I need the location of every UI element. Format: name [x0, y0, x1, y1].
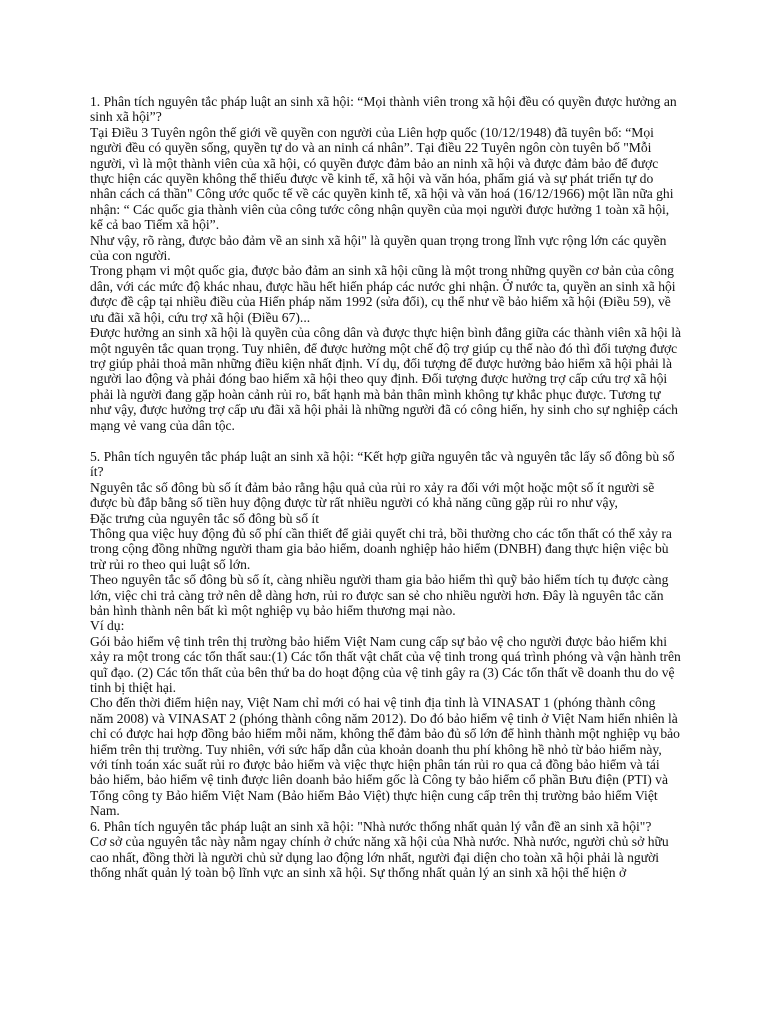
paragraph: Ví dụ:: [90, 618, 125, 634]
question-6-heading: 6. Phân tích nguyên tắc pháp luật an sinh xã hội: "Nhà nước thống nhất quản lý vẫn đề an sinh xã hội"?: [90, 818, 652, 834]
paragraph: Thông qua việc huy động đủ số phí cần thiết để giải quyết chi trả, bồi thường cho các tổn thất có thể xảy ra trong cộng đồng những người tham gia bảo hiểm, doanh nghiệp hảo hiểm (DNBH) đang thực hiện việc bù trừ rủi ro theo qui luật số lớn.: [90, 525, 672, 572]
paragraph: Cơ sở của nguyên tắc này nằm ngay chính ở chức năng xã hội của Nhà nước. Nhà nước, người chủ sở hữu cao nhất, đồng thời là người chủ sử dụng lao động lớn nhất, người đại diện cho toàn xã hội phải là người thống nhất quản lý toàn bộ lĩnh vực an sinh xã hội. Sự thống nhất quản lý an sinh xã hội thể hiện ở: [90, 834, 669, 880]
paragraph: Gói bảo hiểm vệ tinh trên thị trường bảo hiểm Việt Nam cung cấp sự bảo vệ cho người được bảo hiểm khi xảy ra một trong các tổn thất sau:(1) Các tổn thất vật chất của vệ tinh trong quá trình phóng và vận hành trên quĩ đạo. (2) Các tổn thất của bên thứ ba do hoạt động của vệ tinh gây ra (3) Các tổn thất về doanh thu do vệ tinh bị thiệt hại.: [90, 633, 681, 696]
paragraph: Cho đến thời điểm hiện nay, Việt Nam chỉ mới có hai vệ tinh địa tỉnh là VINASAT 1 (phóng thành công năm 2008) và VINASAT 2 (phóng thành công năm 2012). Do đó bảo hiểm vệ tinh ở Việt Nam hiển nhiên là chỉ có được hai hợp đồng bảo hiểm mỗi năm, không thể đảm bảo đủ số lớn để hình thành một nghiệp vụ bảo hiểm trên thị trường. Tuy nhiên, với sức hấp dẫn của khoản doanh thu phí không hề nhỏ từ bảo hiểm này, với tính toán xác suất rủi ro được bảo hiểm và việc thực hiện phân tán rủi ro qua cả đồng bảo hiểm và tái bảo hiểm, bảo hiểm vệ tinh được liên doanh bảo hiểm gốc là Công ty bảo hiểm cổ phần Bưu điện (PTI) và Tổng công ty Bảo hiểm Việt Nam (Bảo hiểm Bảo Việt) thực hiện cung cấp trên thị trường bảo hiểm Việt Nam.: [90, 695, 680, 819]
question-5-heading: 5. Phân tích nguyên tắc pháp luật an sinh xã hội: “Kết hợp giữa nguyên tắc và nguyên tắc lấy số đông bù số ít?: [90, 448, 675, 480]
paragraph: Tại Điều 3 Tuyên ngôn thế giới về quyền con người của Liên hợp quốc (10/12/1948) đã tuyên bố: “Mọi người đều có quyền sống, quyền tự do và an ninh cá nhân”. Tại điều 22 Tuyên ngôn còn tuyên bố "Mỗi người, vì là một thành viên của xã hội, có quyền được đảm bảo an ninh xã hội và được đảm bảo để được thực hiện các quyền không thể thiếu được về kinh tế, xã hội và văn hóa, phẩm giá và sự phát triển tự do nhân cách cá thần" Công ước quốc tế về các quyền kinh tế, xã hội và văn hoá (16/12/1966) một lần nữa ghi nhận: “ Các quốc gia thành viên của công tước công nhận quyền của mọi người được hưởng 1 toàn xã hội, kể cả bao Tiếm xã hội”.: [90, 124, 674, 233]
paragraph: Được hưởng an sinh xã hội là quyền của công dân và được thực hiện bình đẳng giữa các thành viên xã hội là một nguyên tắc quan trọng. Tuy nhiên, để được hưởng một chế độ trợ giúp cụ thể nào đó thì đối tượng được trợ giúp phải thoả mãn những điều kiện nhất định. Ví dụ, đối tượng để được hưởng bảo hiểm xã hội phải là người lao động và phải đóng bao hiểm xã hội theo quy định. Đối tượng được hưởng trợ cấp cứu trợ xã hội phải là người đang gặp hoàn cảnh rủi ro, bất hạnh mà bản thân mình không tự khắc phục được. Tương tự như vậy, được hưởng trợ cấp ưu đãi xã hội phải là những người đã có công hiến, hy sinh cho sự nghiệp cách mạng vẻ vang của dân tộc.: [90, 325, 682, 433]
question-1-heading: 1. Phân tích nguyên tắc pháp luật an sinh xã hội: “Mọi thành viên trong xã hội đều có quyền được hưởng an sinh xã hội”?: [90, 94, 677, 125]
blank-line: [90, 433, 682, 449]
paragraph: Nguyên tắc số đông bù số ít đảm bảo rằng hậu quả của rủi ro xảy ra đối với một hoặc một số ít người sẽ được bù đắp bằng số tiền huy động được từ rất nhiều người có khả năng cũng gặp rủi ro như vậy,: [90, 479, 655, 511]
paragraph: Theo nguyên tắc số đông bù số ít, càng nhiều người tham gia bảo hiểm thì quỹ bảo hiểm tích tụ được càng lớn, việc chi trả càng trở nên dễ dàng hơn, rủi ro được san sẻ cho nhiều người hơn. Đây là nguyên tắc căn bản hình thành nên bất kì một nghiệp vụ bảo hiểm thương mại nào.: [90, 572, 669, 618]
paragraph: Như vậy, rõ ràng, được bảo đảm về an sinh xã hội" là quyền quan trọng trong lĩnh vực rộng lớn các quyền của con người.: [90, 232, 667, 264]
paragraph: Trong phạm vi một quốc gia, được bảo đảm an sinh xã hội cũng là một trong những quyền cơ bản của công dân, với các mức độ khác nhau, được hầu hết hiến pháp các nước ghi nhận. Ở nước ta, quyền an sinh xã hội được đề cập tại nhiều điều của Hiến pháp năm 1992 (sửa đổi), cụ thể như về bảo hiểm xã hội (Điều 59), về ưu đãi xã hội, cứu trợ xã hội (Điều 67)...: [90, 263, 676, 325]
paragraph: Đặc trưng của nguyên tắc số đông bù số ít: [90, 510, 319, 526]
document-page: [90, 94, 682, 880]
